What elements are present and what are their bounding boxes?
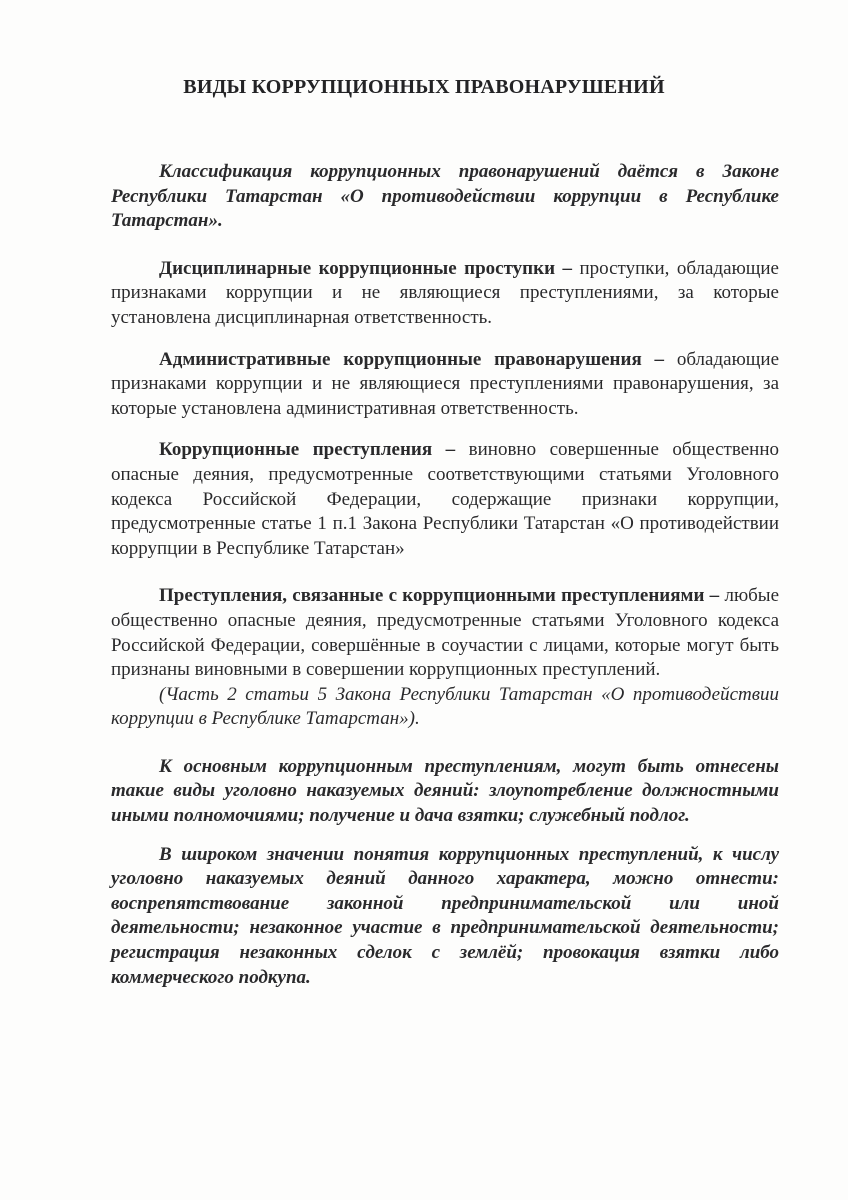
definition-paragraph-crimes <box>111 438 779 561</box>
definition-term: Административные коррупционные правонарушения – <box>159 348 665 370</box>
definition-term: Коррупционные преступления – <box>159 439 456 461</box>
definition-paragraph-administrative <box>111 348 779 422</box>
definition-text: виновно совершенные общественно опасные деяния, предусмотренные соответствующими статьями Уголовного кодекса Российской Федерации, содержащие признаки коррупции, предусмотренные статье 1 п.1 Закона Республики Татарстан «О противодействии коррупции в Республике Татарстан» <box>111 439 779 559</box>
definition-term: Преступления, связанные с коррупционными преступлениями – <box>159 585 720 607</box>
closing-paragraph-broad-meaning: В широком значении понятия коррупционных преступлений, к числу уголовно наказуемых деяний данного характера, можно отнести: воспрепятствование законной предпринимательской или иной деятельности; незаконное участие в предпринимательской деятельности; регистрация незаконных сделок с землёй; провокация взятки либо коммерческого подкупа. <box>111 843 779 988</box>
definition-text: проступки, обладающие признаками коррупции и не являющиеся преступлениями, за которые установлена дисциплинарная ответственность. <box>111 257 779 328</box>
document-body <box>111 160 779 990</box>
document-title: ВИДЫ КОРРУПЦИОННЫХ ПРАВОНАРУШЕНИЙ <box>183 76 665 98</box>
definition-text: обладающие признаками коррупции и не являющиеся преступлениями правонарушения, за которые установлена административная ответственность. <box>111 348 779 419</box>
definition-paragraph-disciplinary <box>111 257 779 331</box>
citation-paragraph: (Часть 2 статьи 5 Закона Республики Татарстан «О противодействии коррупции в Республике Татарстан»). <box>111 683 779 730</box>
closing-paragraph-main-crimes: К основным коррупционным преступлениям, могут быть отнесены такие виды уголовно наказуемых деяний: злоупотребление должностными иными полномочиями; получение и дача взятки; служебный подлог. <box>111 755 779 827</box>
definition-term: Дисциплинарные коррупционные проступки – <box>159 257 572 279</box>
intro-paragraph: Классификация коррупционных правонарушений даётся в Законе Республики Татарстан «О противодействии коррупции в Республике Татарстан». <box>111 161 779 232</box>
definition-text: любые общественно опасные деяния, предусмотренные статьями Уголовного кодекса Российской Федерации, совершённые в соучастии с лицами, которые могут быть признаны виновными в совершении коррупционных преступлений. <box>111 585 780 681</box>
definition-paragraph-related-crimes <box>111 584 779 682</box>
